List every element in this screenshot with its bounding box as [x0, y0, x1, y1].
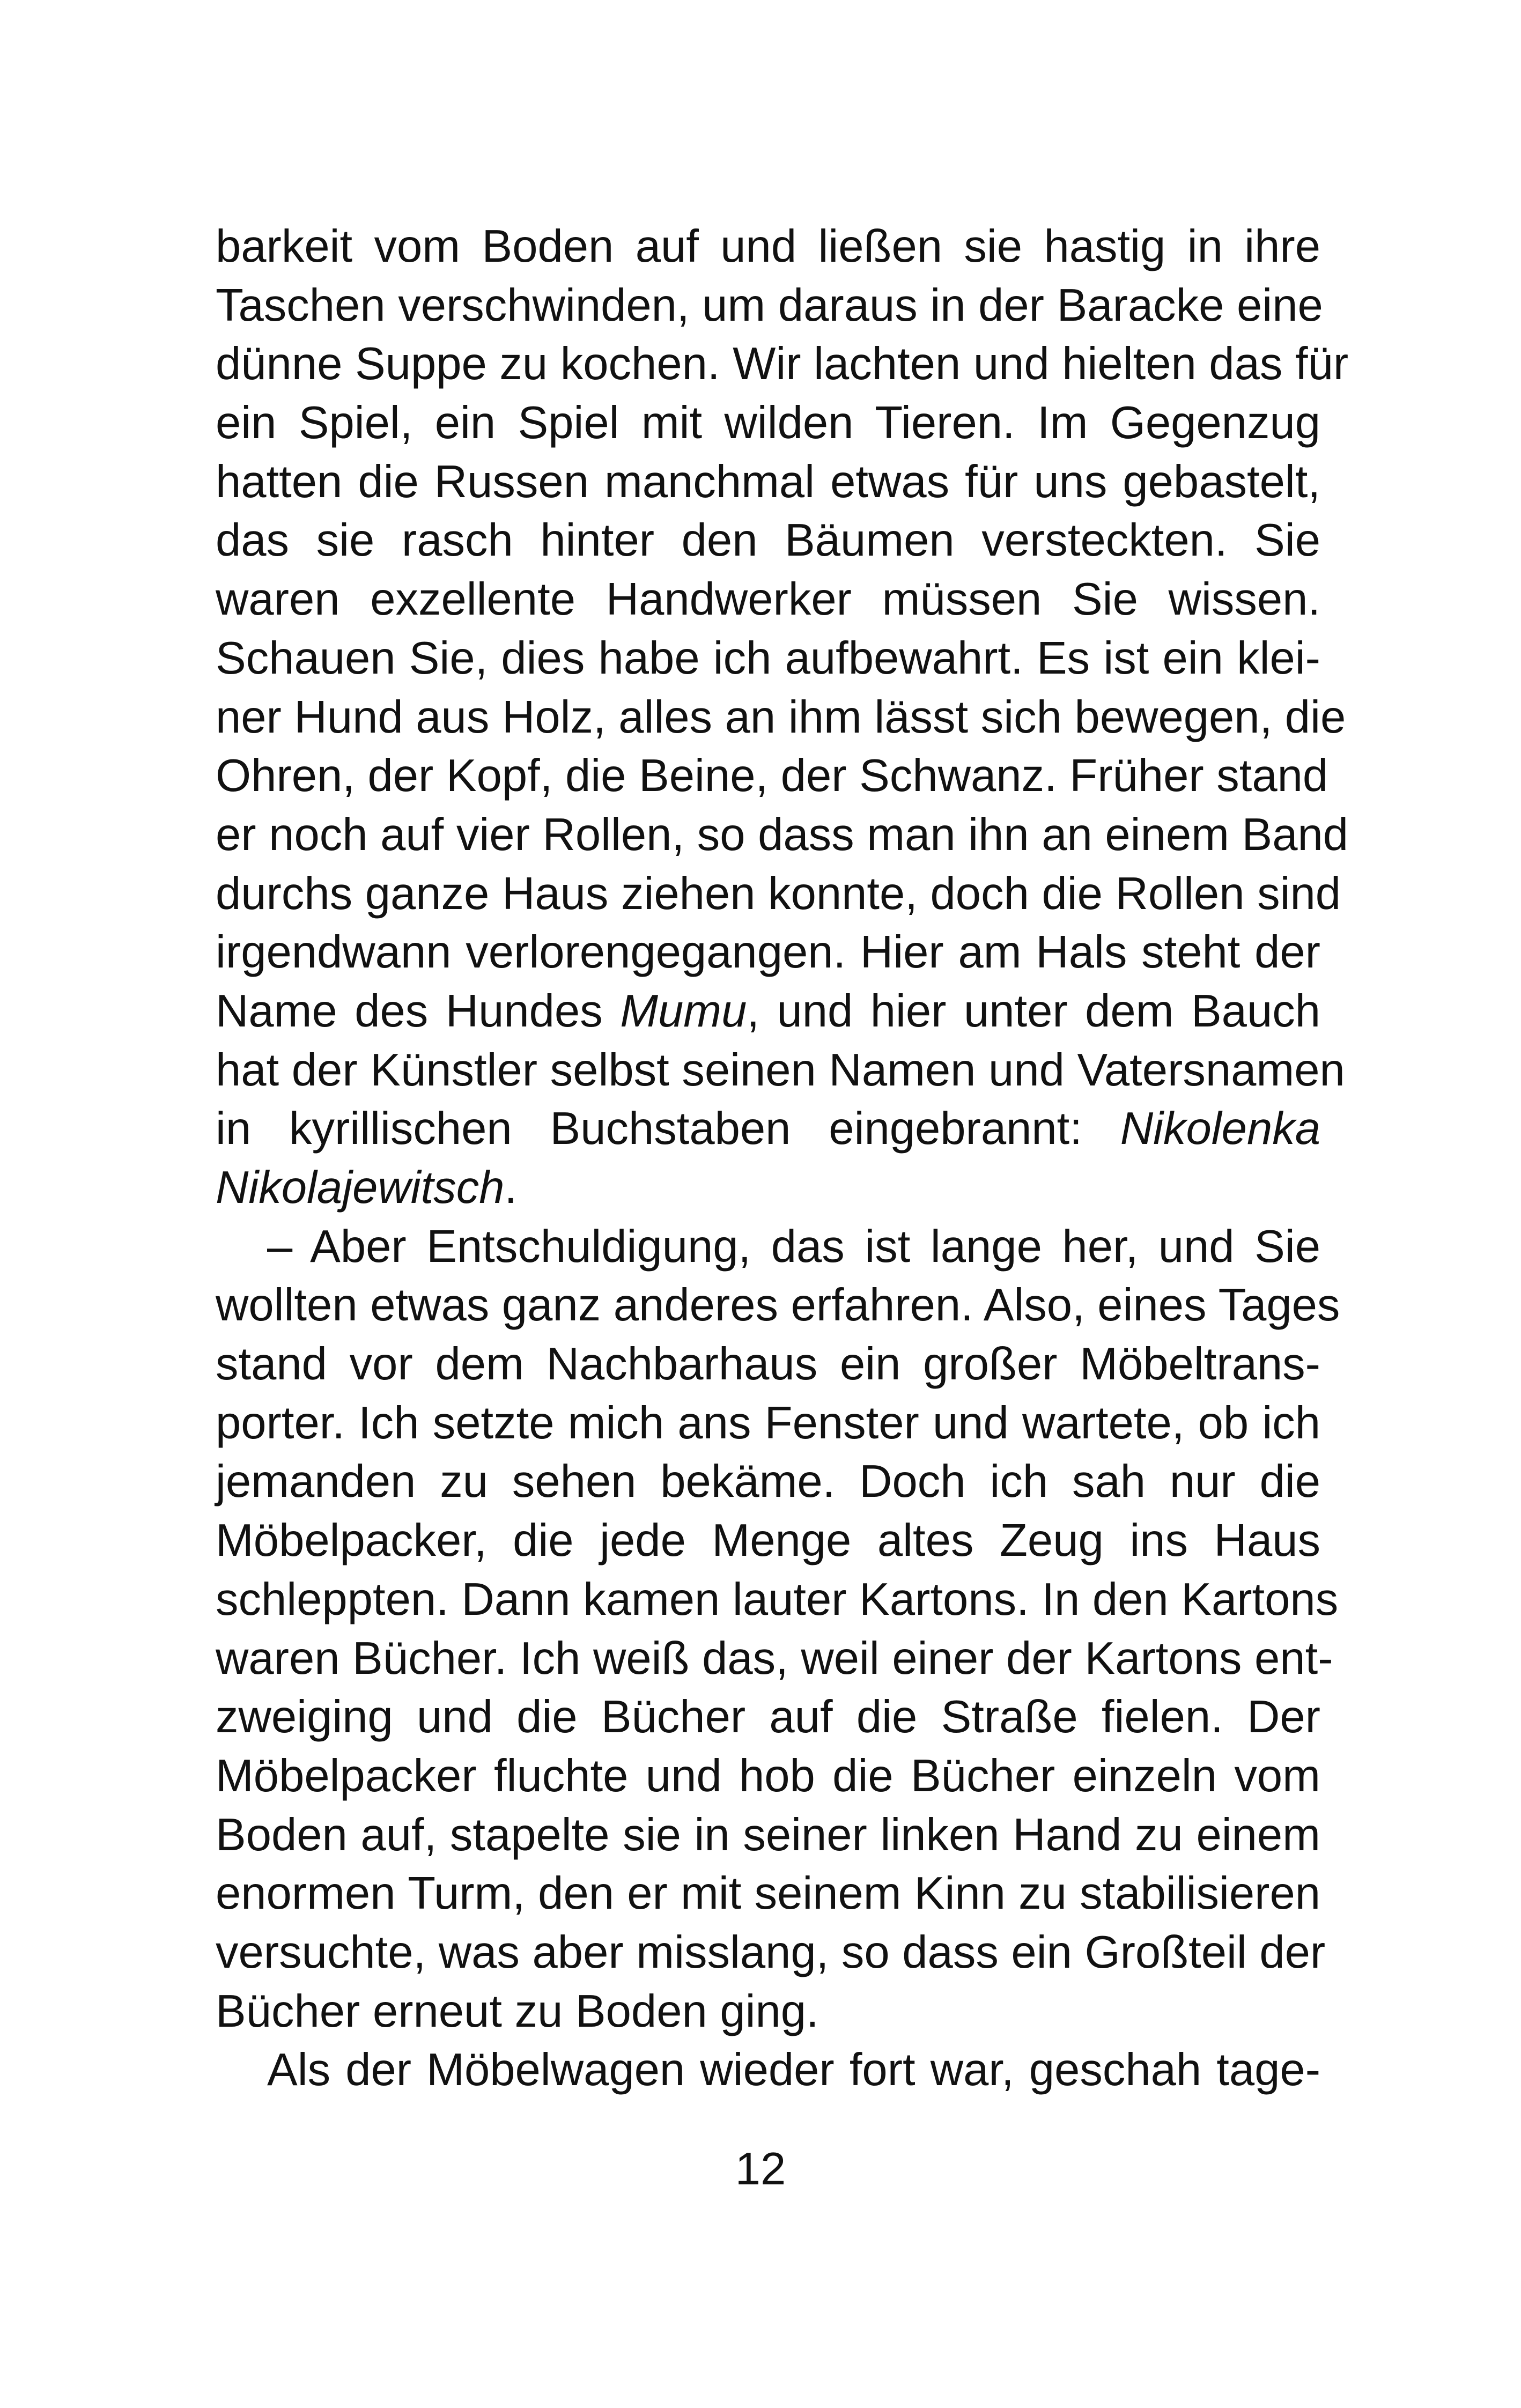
- text-segment: Name des Hundes: [216, 985, 621, 1037]
- text-line: [216, 1688, 1320, 1747]
- text-line: [216, 1452, 1320, 1511]
- text-segment: versuchte, was aber misslang, so dass ein Großteil der: [216, 1926, 1326, 1978]
- italic-text: Nikolajewitsch: [216, 1162, 505, 1213]
- text-segment: barkeit vom Boden auf und ließen sie hastig in ihre: [216, 221, 1320, 272]
- text-segment: enormen Turm, den er mit seinem Kinn zu stabilisieren: [216, 1868, 1320, 1919]
- text-segment: waren Bücher. Ich weiß das, weil einer der Kartons ent-: [216, 1633, 1333, 1684]
- text-line: [216, 1864, 1320, 1923]
- text-segment: wollten etwas ganz anderes erfahren. Also, eines Tages: [216, 1280, 1340, 1331]
- text-segment: er noch auf vier Rollen, so dass man ihn an einem Band: [216, 809, 1349, 860]
- text-line: [216, 1982, 1320, 2041]
- text-segment: jemanden zu sehen bekäme. Doch ich sah nur die: [216, 1456, 1320, 1508]
- text-line: [216, 217, 1320, 276]
- text-line: [216, 747, 1328, 806]
- text-line: [216, 2041, 1320, 2100]
- text-segment: Bücher erneut zu Boden ging.: [216, 1985, 819, 2037]
- text-segment: – Aber Entschuldigung, das ist lange her, und Sie: [267, 1221, 1320, 1272]
- text-line: [216, 1158, 1320, 1217]
- text-line: [216, 1511, 1320, 1570]
- text-segment: porter. Ich setzte mich ans Fenster und wartete, ob ich: [216, 1397, 1320, 1449]
- text-line: [216, 453, 1320, 512]
- text-line: [216, 1394, 1320, 1453]
- text-segment: hatten die Russen manchmal etwas für uns gebastelt,: [216, 456, 1320, 507]
- text-line: [216, 806, 1349, 865]
- italic-text: Mumu: [620, 985, 747, 1037]
- text-line: [216, 570, 1320, 629]
- text-segment: Möbelpacker fluchte und hob die Bücher einzeln vom: [216, 1750, 1320, 1801]
- text-line: [216, 511, 1320, 570]
- text-segment: schleppten. Dann kamen lauter Kartons. In den Kartons: [216, 1574, 1339, 1625]
- text-segment: , und hier unter dem Bauch: [747, 985, 1321, 1037]
- text-line: [216, 1099, 1320, 1158]
- text-segment: ein Spiel, ein Spiel mit wilden Tieren. Im Gegenzug: [216, 397, 1320, 449]
- text-line: [216, 1041, 1345, 1100]
- text-segment: das sie rasch hinter den Bäumen versteckten. Sie: [216, 515, 1320, 566]
- text-line: [216, 1217, 1320, 1276]
- text-line: [216, 629, 1320, 688]
- text-line: [216, 923, 1320, 982]
- text-line: [216, 394, 1320, 453]
- text-line: [216, 335, 1349, 394]
- text-line: [216, 1923, 1326, 1982]
- text-segment: in kyrillischen Buchstaben eingebrannt:: [216, 1103, 1120, 1155]
- page-number: 12: [735, 2144, 786, 2195]
- text-line: [216, 1335, 1320, 1394]
- text-segment: Taschen verschwinden, um daraus in der Baracke eine: [216, 279, 1323, 331]
- text-line: [216, 1570, 1339, 1629]
- italic-text: Nikolenka: [1120, 1103, 1320, 1155]
- text-segment: hat der Künstler selbst seinen Namen und Vatersnamen: [216, 1044, 1345, 1096]
- text-segment: Boden auf, stapelte sie in seiner linken Hand zu einem: [216, 1809, 1320, 1860]
- text-segment: Schauen Sie, dies habe ich aufbewahrt. Es ist ein klei-: [216, 632, 1320, 684]
- text-segment: durchs ganze Haus ziehen konnte, doch die Rollen sind: [216, 868, 1341, 919]
- text-segment: ner Hund aus Holz, alles an ihm lässt sich bewegen, die: [216, 691, 1346, 743]
- text-line: [216, 865, 1341, 924]
- text-segment: zweiging und die Bücher auf die Straße fielen. Der: [216, 1691, 1320, 1743]
- text-segment: .: [504, 1162, 518, 1213]
- text-line: [216, 1747, 1320, 1806]
- text-line: [216, 276, 1323, 335]
- text-segment: waren exzellente Handwerker müssen Sie wissen.: [216, 574, 1320, 625]
- text-line: [216, 1276, 1340, 1335]
- text-line: [216, 1629, 1333, 1688]
- text-line: [216, 1806, 1320, 1865]
- text-line: [216, 688, 1346, 747]
- text-segment: Als der Möbelwagen wieder fort war, geschah tage-: [267, 2044, 1320, 2096]
- text-segment: Möbelpacker, die jede Menge altes Zeug ins Haus: [216, 1515, 1320, 1567]
- text-segment: irgendwann verlorengegangen. Hier am Hals steht der: [216, 927, 1320, 978]
- text-segment: dünne Suppe zu kochen. Wir lachten und hielten das für: [216, 338, 1349, 390]
- text-segment: stand vor dem Nachbarhaus ein großer Möbeltrans-: [216, 1339, 1320, 1390]
- text-line: [216, 982, 1320, 1041]
- body-text: [216, 217, 1349, 2100]
- text-segment: Ohren, der Kopf, die Beine, der Schwanz. Früher stand: [216, 750, 1328, 802]
